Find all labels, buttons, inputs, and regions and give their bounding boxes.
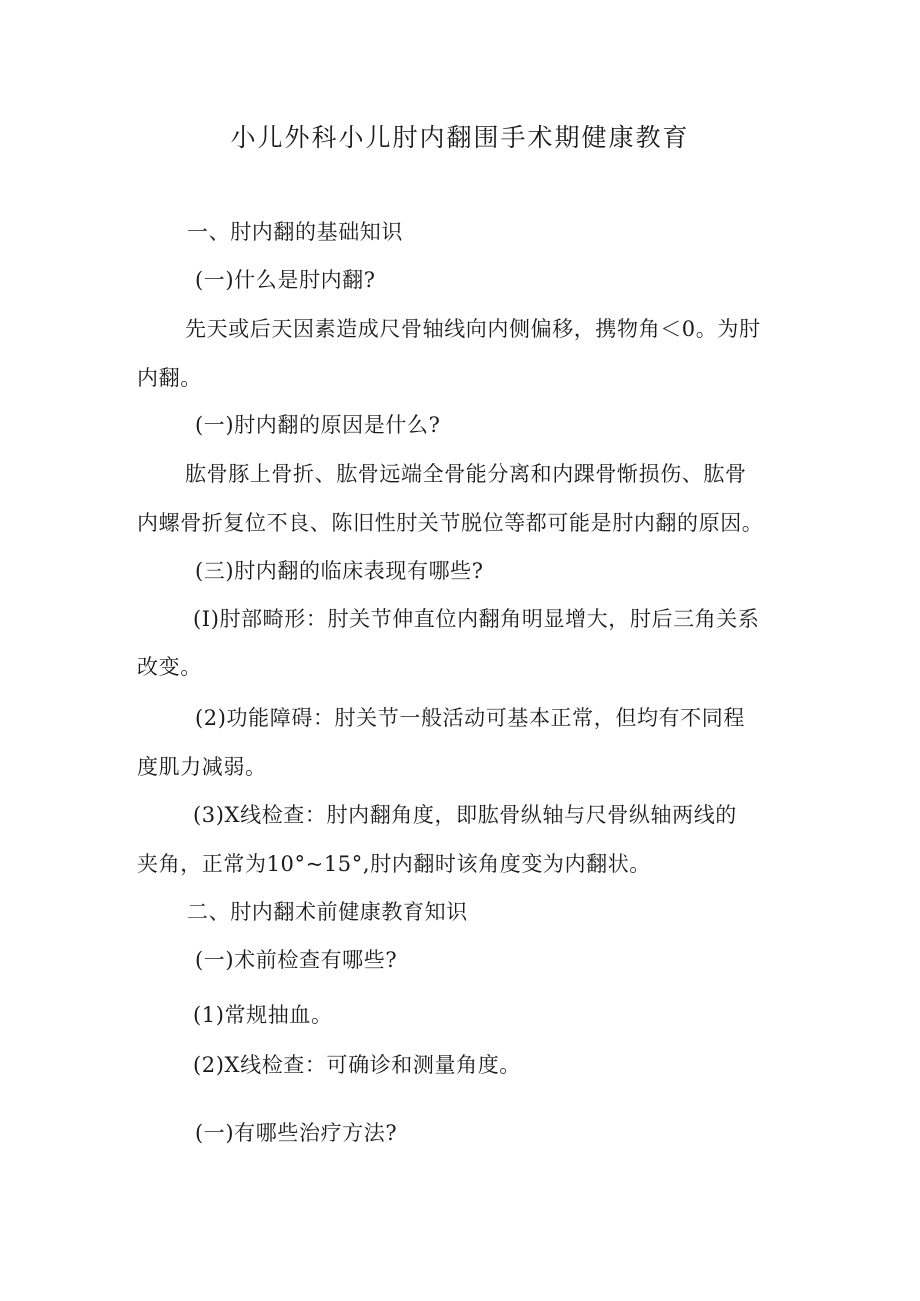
section-heading-2: 二、肘内翻术前健康教育知识 <box>187 900 468 924</box>
subsection-heading: (一)术前检查有哪些? <box>195 948 398 972</box>
paragraph-line: 先天或后天因素造成尺骨轴线向内侧偏移，携物角＜0。为肘 <box>185 317 761 341</box>
paragraph-line: 内螺骨折复位不良、陈旧性肘关节脱位等都可能是肘内翻的原因。 <box>137 511 764 535</box>
subsection-heading: (一)有哪些治疗方法? <box>195 1121 398 1145</box>
paragraph-line: 度肌力减弱。 <box>137 755 267 779</box>
paragraph-line: 肱骨豚上骨折、肱骨远端全骨能分离和内踝骨惭损伤、肱骨 <box>185 462 747 486</box>
subsection-heading: (一)什么是肘内翻? <box>195 268 376 292</box>
subsection-heading: (三)肘内翻的临床表现有哪些? <box>195 559 484 583</box>
paragraph-line: (I)肘部畸形：肘关节伸直位内翻角明显增大，肘后三角关系 <box>193 607 760 631</box>
section-heading-1: 一、肘内翻的基础知识 <box>187 220 403 244</box>
paragraph-line: 夹角，正常为10°~15°,肘内翻时该角度变为内翻状。 <box>137 852 651 876</box>
paragraph-line: 内翻。 <box>137 366 202 390</box>
subsection-heading: (一)肘内翻的原因是什么? <box>195 413 441 437</box>
paragraph-line: 改变。 <box>137 655 202 679</box>
list-item: (2)X线检查：可确诊和测量角度。 <box>193 1053 521 1077</box>
paragraph-line: (3)X线检查：肘内翻角度，即肱骨纵轴与尺骨纵轴两线的 <box>193 803 737 827</box>
paragraph-line: (2)功能障碍：肘关节一般活动可基本正常，但均有不同程 <box>195 706 745 730</box>
document-title: 小儿外科小儿肘内翻围手术期健康教育 <box>230 123 690 152</box>
list-item: (1)常规抽血。 <box>193 1003 333 1027</box>
